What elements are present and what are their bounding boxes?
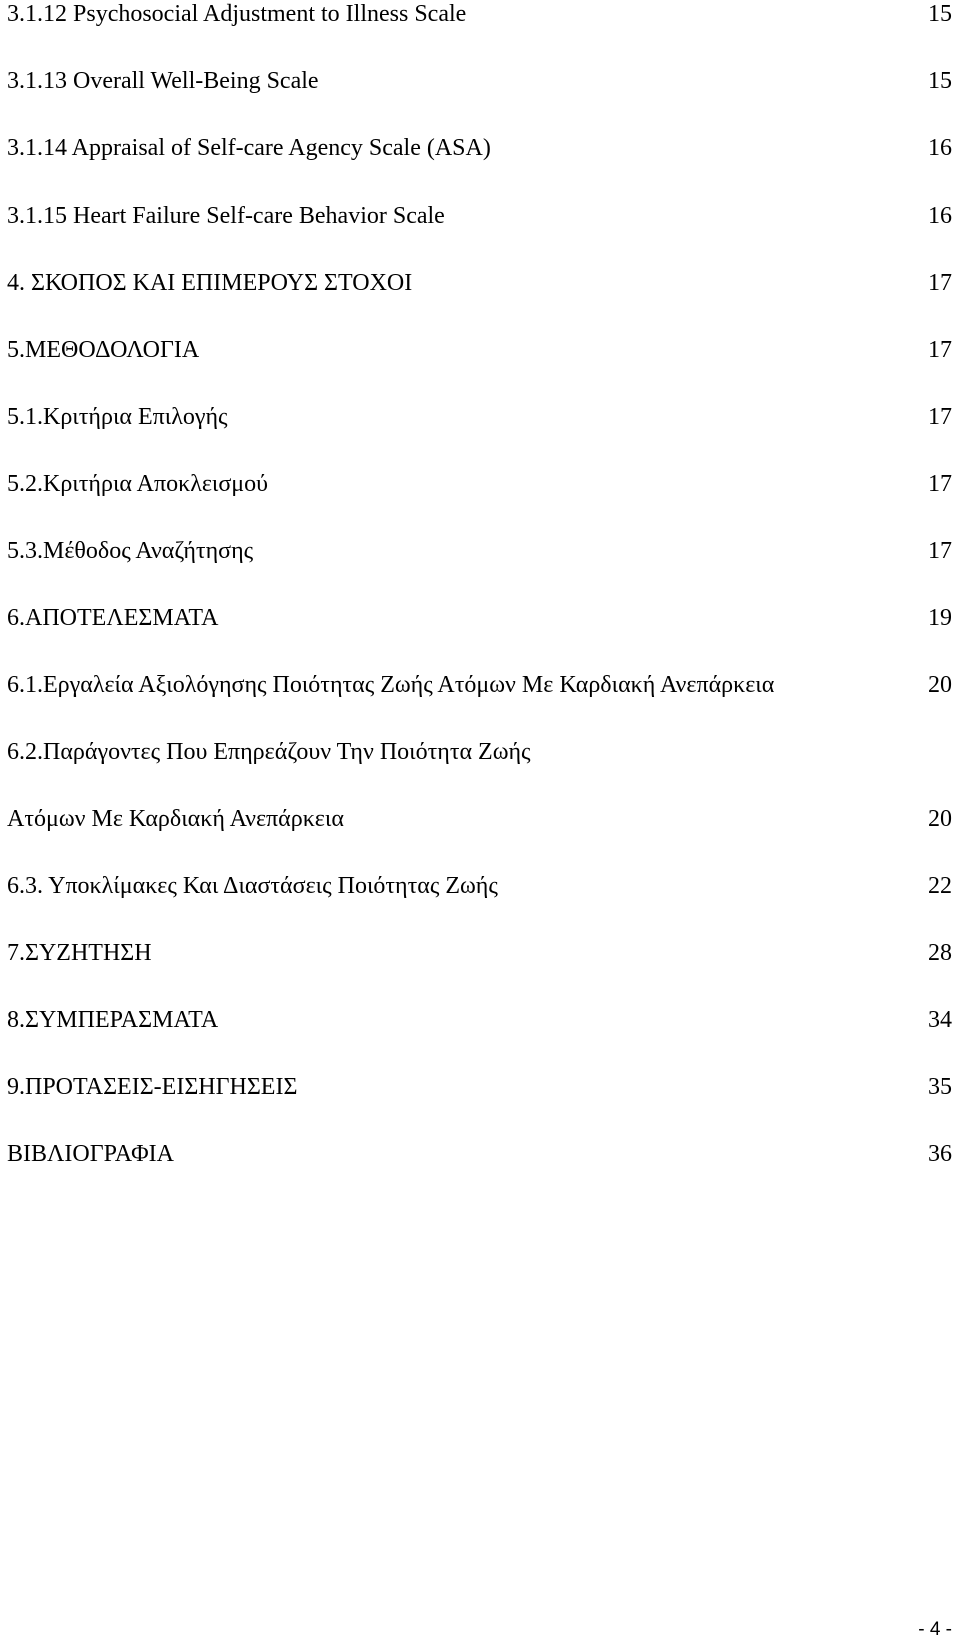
toc-entry [7,0,952,34]
toc-entry-page: 19 [928,605,952,631]
toc-entry-title: 3.1.14 Appraisal of Self-care Agency Scale (ASA) [7,135,491,161]
toc-entry-title: 8.ΣΥΜΠΕΡΑΣΜΑΤΑ [7,1007,219,1033]
toc-entry [7,665,952,705]
toc-entry-page: 22 [928,873,952,899]
toc-entry [7,598,952,638]
toc-entry-title: 3.1.12 Psychosocial Adjustment to Illness Scale [7,1,467,27]
toc-entry-page: 17 [928,538,952,564]
toc-entry-page: 36 [928,1141,952,1167]
toc-entry-title: 5.ΜΕΘΟΔΟΛΟΓΙΑ [7,337,200,363]
toc-entry-title: 6.3. Υποκλίμακες Και Διαστάσεις Ποιότητας Ζωής [7,873,498,899]
toc-entry [7,263,952,303]
toc-entry [7,732,952,772]
toc-entry-title: Ατόμων Με Καρδιακή Ανεπάρκεια [7,806,344,832]
toc-entry-page: 15 [928,1,952,27]
toc-entry-page: 17 [928,404,952,430]
toc-entry [7,196,952,236]
toc-entry [7,933,952,973]
toc-entry-title: 3.1.15 Heart Failure Self-care Behavior Scale [7,203,445,229]
toc-entry-title: 6.1.Εργαλεία Αξιολόγησης Ποιότητας Ζωής Ατόμων Με Καρδιακή Ανεπάρκεια [7,672,775,698]
toc-entry-title: 6.2.Παράγοντες Που Επηρεάζουν Την Ποιότητα Ζωής [7,739,531,765]
toc-entry-page: 16 [928,135,952,161]
toc-entry-page: 35 [928,1074,952,1100]
toc-entry-page: 17 [928,471,952,497]
toc-entry-page: 17 [928,337,952,363]
toc-entry-page: 15 [928,68,952,94]
toc-entry-title: ΒΙΒΛΙΟΓΡΑΦΙΑ [7,1141,174,1167]
toc-entry-page: 16 [928,203,952,229]
toc-entry [7,397,952,437]
page-number: - 4 - [918,1619,952,1640]
toc-entry [7,1067,952,1107]
toc-entry-title: 5.2.Κριτήρια Αποκλεισμού [7,471,269,497]
toc-entry [7,1000,952,1040]
toc-entry-title: 7.ΣΥΖΗΤΗΣΗ [7,940,152,966]
toc-entry [7,61,952,101]
toc-entry-page: 20 [928,672,952,698]
toc-entry [7,330,952,370]
toc-entry [7,464,952,504]
toc-entry [7,128,952,168]
toc-entry-page: 20 [928,806,952,832]
toc-entry [7,799,952,839]
toc-entry-page: 34 [928,1007,952,1033]
toc-entry [7,1134,952,1174]
toc-entry-page: 17 [928,270,952,296]
toc-entry-title: 4. ΣΚΟΠΟΣ ΚΑΙ ΕΠΙΜΕΡΟΥΣ ΣΤΟΧΟΙ [7,270,413,296]
toc-entry-page: 28 [928,940,952,966]
toc-entry-title: 5.3.Μέθοδος Αναζήτησης [7,538,254,564]
toc-entry-title: 6.ΑΠΟΤΕΛΕΣΜΑΤΑ [7,605,219,631]
toc-entry-title: 9.ΠΡΟΤΑΣΕΙΣ-ΕΙΣΗΓΗΣΕΙΣ [7,1074,298,1100]
toc-entry-title: 5.1.Κριτήρια Επιλογής [7,404,228,430]
toc-entry [7,866,952,906]
toc-entry [7,531,952,571]
toc-entry-title: 3.1.13 Overall Well-Being Scale [7,68,319,94]
